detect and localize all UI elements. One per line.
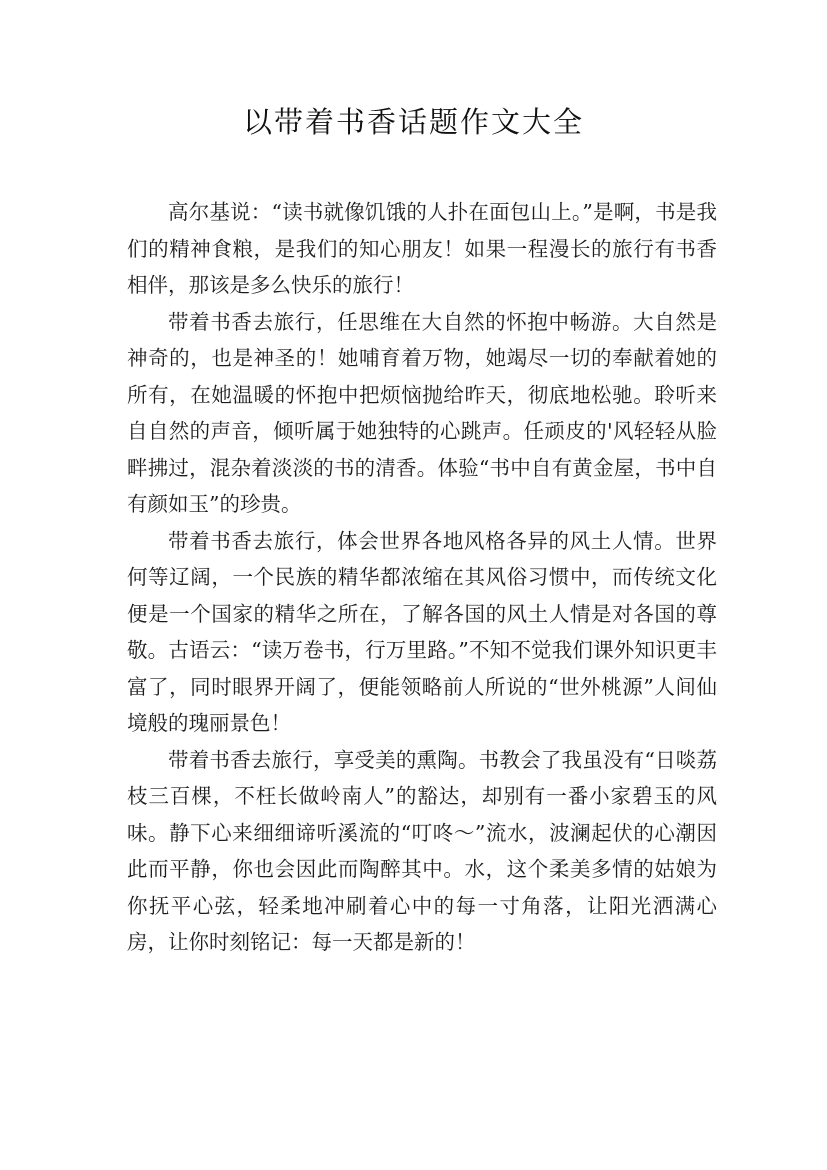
paragraph-2: 带着书香去旅行，任思维在大自然的怀抱中畅游。大自然是神奇的，也是神圣的！她哺育着万物，她竭尽一切的奉献着她的所有，在她温暖的怀抱中把烦恼抛给昨天，彻底地松驰。聆听来自自然的声音，倾听属于她独特的心跳声。任顽皮的'风轻轻从脸畔拂过，混杂着淡淡的书的清香。体验“书中自有黄金屋，书中自有颜如玉”的珍贵。	[127, 309, 717, 516]
paragraph-1: 高尔基说：“读书就像饥饿的人扑在面包山上。”是啊，书是我们的精神食粮，是我们的知心朋友！如果一程漫长的旅行有书香相伴，那该是多么快乐的旅行！	[127, 200, 717, 297]
document-title: 以带着书香话题作文大全	[242, 105, 584, 139]
paragraph-4: 带着书香去旅行，享受美的熏陶。书教会了我虽没有“日啖荔枝三百棵，不枉长做岭南人”的豁达，却别有一番小家碧玉的风味。静下心来细细谛听溪流的“叮咚～”流水，波澜起伏的心潮因此而平静，你也会因此而陶醉其中。水，这个柔美多情的姑娘为你抚平心弦，轻柔地冲刷着心中的每一寸角落，让阳光洒满心房，让你时刻铭记：每一天都是新的！	[127, 747, 717, 954]
paragraph-3: 带着书香去旅行，体会世界各地风格各异的风土人情。世界何等辽阔，一个民族的精华都浓缩在其风俗习惯中，而传统文化便是一个国家的精华之所在，了解各国的风土人情是对各国的尊敬。古语云：“读万卷书，行万里路。”不知不觉我们课外知识更丰富了，同时眼界开阔了，便能领略前人所说的“世外桃源”人间仙境般的瑰丽景色！	[127, 528, 717, 735]
document-body	[127, 194, 717, 961]
